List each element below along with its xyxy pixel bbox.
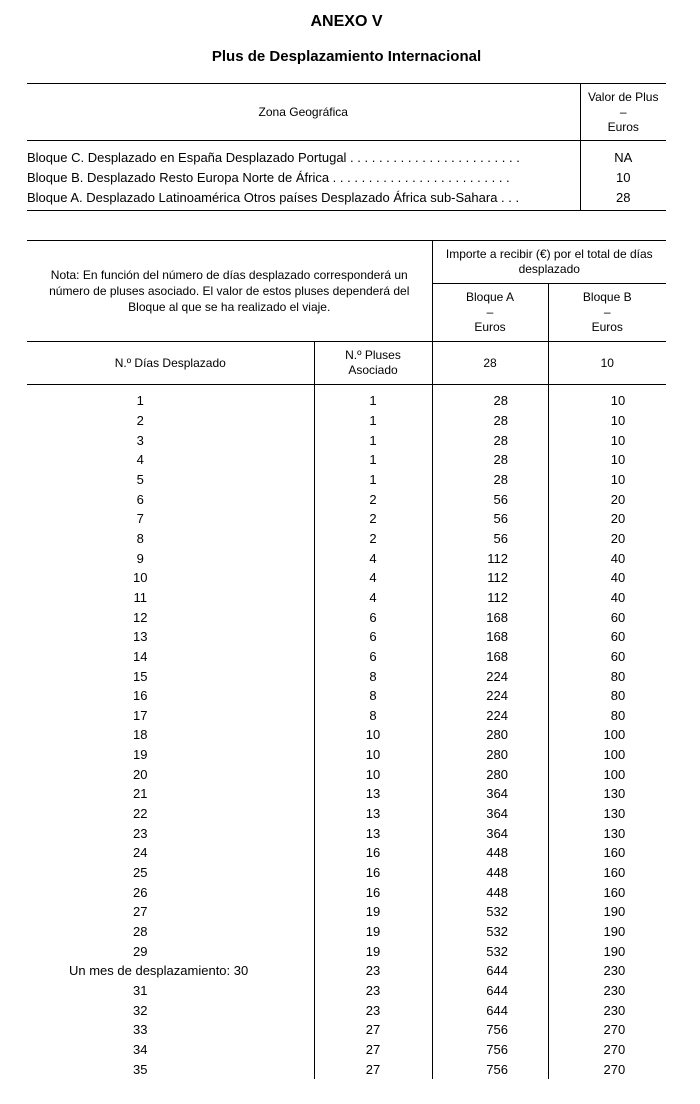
days-cell: Un mes de desplazamiento: 30 [69,963,249,979]
bloque-a-cell-value: 756 [486,1061,508,1077]
days-cell: 17 [133,707,148,723]
bloque-a-cell [432,745,548,765]
table-row [27,882,666,902]
bloque-b-cell-value: 130 [603,786,626,802]
zone-value: 28 [580,187,666,211]
bloque-b-cell-value: 10 [610,432,626,448]
bloque-a-cell [432,902,548,922]
bloque-b-cell-value: 230 [603,1002,626,1018]
days-cell: 28 [133,924,148,940]
pluses-cell: 27 [314,1059,432,1079]
pluses-cell: 1 [314,450,432,470]
bloque-b-cell-value: 10 [610,471,626,487]
table-row [27,863,666,883]
table-row [27,941,666,961]
pluses-cell: 23 [314,961,432,981]
bloque-a-cell [432,1059,548,1079]
bloque-b-line2: – [603,305,611,319]
bloque-a-cell-value: 280 [486,747,508,763]
days-cell: 16 [133,688,148,704]
table-row [27,1040,666,1060]
bloque-b-cell [548,863,666,883]
bloque-b-cell [548,706,666,726]
pluses-cell: 1 [314,470,432,490]
pluses-cell: 6 [314,647,432,667]
bloque-a-cell [432,430,548,450]
table-row [27,686,666,706]
pluses-cell: 23 [314,981,432,1001]
pluses-cell: 2 [314,509,432,529]
days-cell: 25 [133,865,148,881]
table-row [27,706,666,726]
pluses-cell: 4 [314,568,432,588]
table-row [27,588,666,608]
zone-cell [27,167,580,187]
bloque-b-cell-value: 20 [610,491,626,507]
bloque-b-cell-value: 80 [610,668,626,684]
bloque-a-cell [432,1020,548,1040]
pluses-cell: 1 [314,430,432,450]
bloque-b-cell [548,568,666,588]
col-b-value: 10 [548,342,666,385]
pluses-cell: 16 [314,843,432,863]
bloque-a-cell [432,391,548,411]
days-cell: 23 [133,825,148,841]
bloque-b-cell [548,489,666,509]
bloque-b-cell-value: 10 [610,412,626,428]
bloque-b-line3: Euros [591,320,623,334]
bloque-a-cell-value: 28 [493,393,508,409]
zone-cell [27,187,580,211]
table-body [27,391,666,1079]
bloque-a-line1: Bloque A [465,290,515,304]
days-cell: 27 [133,904,148,920]
days-cell: 14 [133,648,148,664]
zone-value-table [27,83,666,211]
days-cell: 1 [136,393,144,409]
days-cell: 5 [136,471,144,487]
table-row [27,450,666,470]
bloque-b-cell [548,627,666,647]
bloque-a-cell [432,922,548,942]
bloque-b-cell-value: 230 [603,963,626,979]
bloque-b-cell [548,745,666,765]
bloque-a-cell [432,784,548,804]
bloque-b-header [548,284,666,342]
bloque-b-cell [548,823,666,843]
table-row [27,391,666,411]
bloque-a-cell [432,823,548,843]
table-row [27,961,666,981]
bloque-a-cell [432,725,548,745]
table-row [27,745,666,765]
pluses-cell: 4 [314,588,432,608]
bloque-a-cell-value: 224 [486,668,508,684]
pluses-cell: 16 [314,863,432,883]
bloque-b-cell-value: 40 [610,570,626,586]
bloque-a-cell [432,666,548,686]
header-value [580,84,666,141]
zone-row [27,167,666,187]
bloque-b-cell [548,725,666,745]
zone-label: Bloque B. Desplazado Resto Europa Norte de África [27,169,330,185]
page-title: ANEXO V [310,13,383,30]
bloque-a-cell-value: 280 [486,766,508,782]
days-cell: 35 [133,1061,148,1077]
zone-leader-dots: . . . . . . . . . . . . . . . . . . . . . . . . [346,149,520,165]
table-row [27,489,666,509]
bloque-a-cell [432,627,548,647]
table-row [27,823,666,843]
bloque-a-cell-value: 56 [493,491,508,507]
bloque-a-cell-value: 756 [486,1022,508,1038]
pluses-cell: 19 [314,941,432,961]
pluses-cell: 2 [314,489,432,509]
bloque-b-cell-value: 270 [603,1061,626,1077]
bloque-b-cell [548,548,666,568]
pluses-cell: 6 [314,607,432,627]
pluses-cell: 27 [314,1040,432,1060]
bloque-b-cell-value: 10 [610,452,626,468]
bloque-a-cell [432,450,548,470]
bloque-a-cell [432,686,548,706]
bloque-a-cell-value: 112 [487,550,508,566]
days-cell: 24 [133,845,148,861]
days-cell: 11 [133,589,147,605]
bloque-b-cell [548,981,666,1001]
bloque-b-line1: Bloque B [582,290,632,304]
pluses-cell: 8 [314,666,432,686]
bloque-a-cell [432,843,548,863]
bloque-b-cell [548,1020,666,1040]
pluses-cell: 27 [314,1020,432,1040]
bloque-b-cell [548,1059,666,1079]
bloque-b-cell [548,430,666,450]
bloque-b-cell-value: 160 [603,884,626,900]
bloque-a-cell-value: 56 [493,511,508,527]
bloque-a-cell-value: 28 [493,412,508,428]
bloque-a-line2: – [486,305,494,319]
bloque-a-cell-value: 448 [486,845,508,861]
bloque-b-cell [548,647,666,667]
bloque-b-cell [548,686,666,706]
bloque-a-cell [432,961,548,981]
days-cell: 15 [133,668,148,684]
table-row [27,470,666,490]
bloque-a-cell [432,470,548,490]
bloque-a-cell [432,568,548,588]
bloque-a-cell-value: 644 [486,1002,508,1018]
bloque-b-cell-value: 80 [610,688,626,704]
bloque-b-cell [548,941,666,961]
bloque-b-cell [548,411,666,431]
table-row [27,784,666,804]
days-cell: 6 [136,491,144,507]
bloque-a-cell [432,1040,548,1060]
bloque-a-cell [432,489,548,509]
pluses-cell: 6 [314,627,432,647]
bloque-a-cell-value: 112 [487,570,508,586]
bloque-a-cell [432,548,548,568]
col-a-value: 28 [432,342,548,385]
bloque-b-cell-value: 40 [610,589,626,605]
days-cell: 7 [136,511,144,527]
bloque-b-cell [548,804,666,824]
bloque-a-cell-value: 280 [486,727,508,743]
table-row [27,548,666,568]
bloque-b-cell [548,470,666,490]
col-pluses-header: N.º Pluses Asociado [314,342,432,385]
days-cell: 8 [136,530,144,546]
bloque-a-cell-value: 168 [486,609,508,625]
table-row [27,411,666,431]
pluses-cell: 13 [314,823,432,843]
table-row [27,764,666,784]
bloque-a-cell-value: 168 [486,629,508,645]
bloque-a-cell-value: 448 [486,865,508,881]
bloque-a-cell-value: 644 [486,963,508,979]
pluses-cell: 2 [314,529,432,549]
table-row [27,725,666,745]
pluses-cell: 4 [314,548,432,568]
bloque-a-cell-value: 532 [486,924,508,940]
days-cell: 18 [133,727,148,743]
bloque-a-cell-value: 364 [486,786,508,802]
bloque-b-cell [548,784,666,804]
bloque-b-cell-value: 20 [610,530,626,546]
bloque-a-cell-value: 112 [487,589,508,605]
bloque-b-cell [548,843,666,863]
page-subtitle: Plus de Desplazamiento Internacional [211,48,482,65]
days-cell: 20 [133,766,148,782]
zone-row [27,187,666,211]
bloque-b-cell-value: 190 [603,904,626,920]
table-row [27,922,666,942]
bloque-a-cell-value: 448 [486,884,508,900]
bloque-b-cell [548,666,666,686]
bloque-a-cell [432,882,548,902]
days-cell: 19 [133,747,148,763]
bloque-a-cell-value: 532 [486,904,508,920]
table-row [27,902,666,922]
days-cell: 3 [136,432,144,448]
table-row [27,627,666,647]
bloque-a-cell-value: 28 [493,452,508,468]
bloque-a-cell [432,607,548,627]
bloque-a-cell-value: 28 [493,432,508,448]
bloque-b-cell [548,529,666,549]
days-cell: 34 [133,1041,148,1057]
bloque-b-cell-value: 60 [610,648,626,664]
zone-cell [27,141,580,168]
table-row [27,804,666,824]
bloque-a-cell [432,863,548,883]
header-value-line3: Euros [607,119,639,134]
zone-value: NA [580,141,666,168]
bloque-b-cell-value: 60 [610,629,626,645]
bloque-b-cell-value: 270 [603,1022,626,1038]
bloque-b-cell [548,1000,666,1020]
pluses-cell: 1 [314,391,432,411]
bloque-a-cell-value: 364 [486,825,508,841]
table-row [27,529,666,549]
days-cell: 12 [133,609,148,625]
bloque-a-cell [432,941,548,961]
table-row [27,430,666,450]
days-cell: 21 [133,786,148,802]
bloque-a-header [432,284,548,342]
importe-header: Importe a recibir (€) por el total de días desplazado [432,241,666,284]
bloque-b-cell-value: 160 [603,845,626,861]
pluses-cell: 1 [314,411,432,431]
bloque-b-cell-value: 60 [610,609,626,625]
days-cell: 2 [136,412,144,428]
bloque-a-cell [432,804,548,824]
days-cell: 22 [133,806,148,822]
bloque-a-cell [432,588,548,608]
table-row [27,568,666,588]
bloque-a-cell [432,764,548,784]
table-row [27,1059,666,1079]
days-cell: 13 [133,629,148,645]
bloque-b-cell-value: 270 [603,1041,626,1057]
bloque-b-cell [548,764,666,784]
bloque-b-cell-value: 100 [603,727,626,743]
bloque-b-cell-value: 130 [603,806,626,822]
bloque-b-cell-value: 100 [603,766,626,782]
table-row [27,1020,666,1040]
bloque-b-cell-value: 190 [603,924,626,940]
bloque-b-cell [548,961,666,981]
bloque-b-cell [548,882,666,902]
bloque-a-cell [432,509,548,529]
bloque-a-cell-value: 532 [486,943,508,959]
bloque-a-cell-value: 644 [486,983,508,999]
days-cell: 26 [133,884,148,900]
bloque-b-cell [548,922,666,942]
zone-label: Bloque C. Desplazado en España Desplazado Portugal [27,149,347,165]
bloque-a-cell-value: 56 [493,530,508,546]
days-cell: 31 [133,983,148,999]
pluses-cell: 10 [314,745,432,765]
pluses-cell: 10 [314,725,432,745]
days-cell: 9 [136,550,144,566]
bloque-a-cell [432,529,548,549]
pluses-cell: 13 [314,784,432,804]
header-zone: Zona Geográfica [27,84,580,141]
bloque-a-cell-value: 224 [486,707,508,723]
days-cell: 32 [133,1002,148,1018]
table-row [27,843,666,863]
days-cell: 29 [133,943,148,959]
pluses-cell: 23 [314,1000,432,1020]
bloque-a-cell-value: 168 [486,648,508,664]
pluses-cell: 8 [314,686,432,706]
bloque-b-cell [548,607,666,627]
bloque-a-cell [432,647,548,667]
bloque-b-cell-value: 80 [610,707,626,723]
zone-label: Bloque A. Desplazado Latinoamérica Otros países Desplazado África sub-Sahara [27,189,498,205]
col-days-header: N.º Días Desplazado [27,342,314,385]
bloque-b-cell-value: 20 [610,511,626,527]
table-row [27,647,666,667]
bloque-b-cell [548,588,666,608]
bloque-b-cell-value: 100 [603,747,626,763]
zone-leader-dots: . . . [497,189,520,205]
bloque-a-cell [432,981,548,1001]
header-value-line1: Valor de Plus [588,89,659,104]
bloque-b-cell-value: 130 [603,825,626,841]
bloque-a-cell-value: 756 [486,1041,508,1057]
table-note: Nota: En función del número de días desplazado corresponderá un número de pluses asociado. El valor de estos pluses dependerá del Bloque al que se ha realizado el viaje. [27,241,432,342]
table-row [27,509,666,529]
bloque-b-cell [548,391,666,411]
bloque-a-line3: Euros [474,320,506,334]
days-cell: 33 [133,1022,148,1038]
days-pluses-table [27,240,666,1079]
pluses-cell: 16 [314,882,432,902]
bloque-b-cell-value: 190 [603,943,626,959]
bloque-b-cell [548,1040,666,1060]
zone-row [27,141,666,168]
bloque-b-cell-value: 160 [603,865,626,881]
header-value-line2: – [619,104,627,119]
bloque-a-cell [432,706,548,726]
pluses-cell: 10 [314,764,432,784]
bloque-b-cell [548,509,666,529]
pluses-cell: 13 [314,804,432,824]
table-row [27,1000,666,1020]
table-row [27,607,666,627]
bloque-a-cell-value: 364 [486,806,508,822]
bloque-a-cell [432,1000,548,1020]
bloque-b-cell [548,450,666,470]
days-cell: 10 [133,570,148,586]
bloque-b-cell [548,902,666,922]
bloque-b-cell-value: 230 [603,983,626,999]
table-row [27,981,666,1001]
pluses-cell: 8 [314,706,432,726]
days-cell: 4 [136,452,144,468]
pluses-cell: 19 [314,922,432,942]
bloque-a-cell-value: 224 [486,688,508,704]
table-row [27,666,666,686]
zone-value: 10 [580,167,666,187]
bloque-a-cell-value: 28 [493,471,508,487]
bloque-a-cell [432,411,548,431]
pluses-cell: 19 [314,902,432,922]
bloque-b-cell-value: 10 [610,393,626,409]
zone-leader-dots: . . . . . . . . . . . . . . . . . . . . . . . . . [329,169,510,185]
bloque-b-cell-value: 40 [610,550,626,566]
